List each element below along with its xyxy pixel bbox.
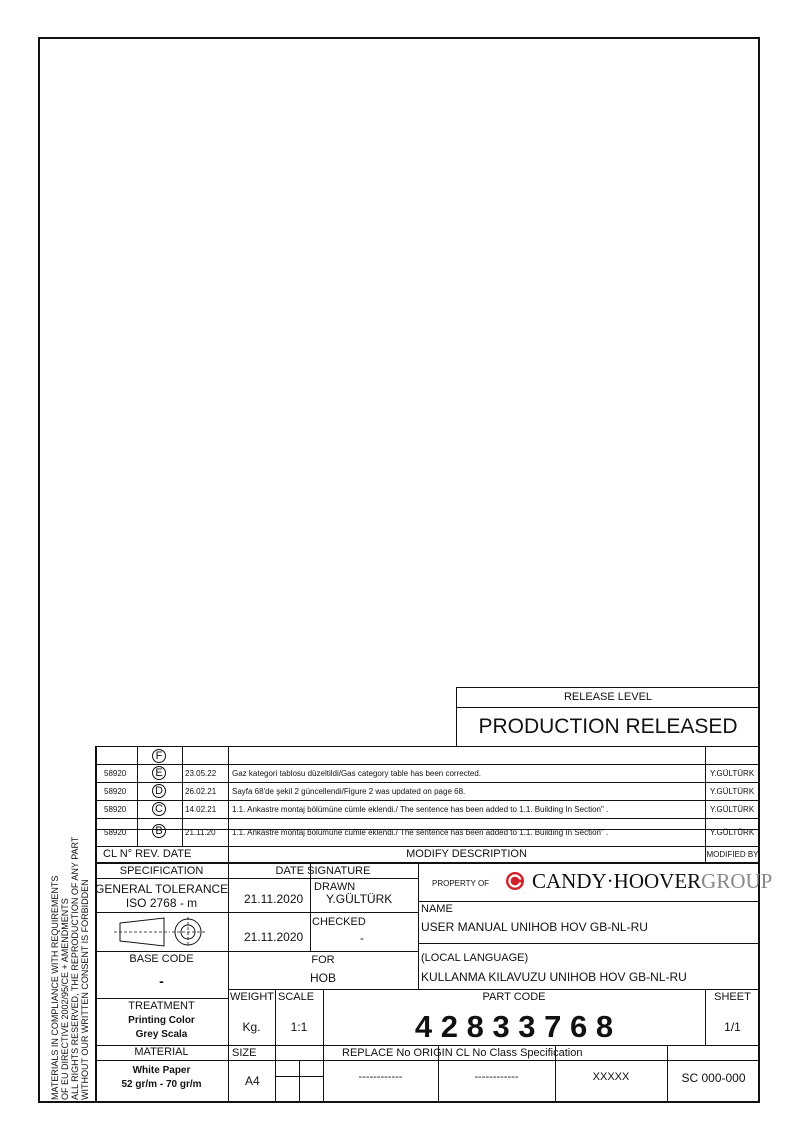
brand-name (532, 871, 772, 892)
rev-date: 21.11.20 (185, 828, 216, 837)
sheet-value: 1/1 (724, 1020, 741, 1034)
projection-symbol-icon (112, 914, 212, 950)
rev-description: Sayfa 68'de şekil 2 güncellendi/Figure 2 was updated on page 68. (232, 787, 466, 796)
rev-description: 1.1. Ankastre montaj bölümüne cümle eklendi./ The sentence has been added to 1.1. Building In Section" . (232, 828, 609, 837)
checked-date: 21.11.2020 (244, 930, 304, 944)
rev-letter-f: F (152, 749, 166, 763)
scale-label: SCALE (278, 991, 315, 1003)
origin-value: ------------ (474, 1071, 519, 1083)
base-code-value: - (159, 973, 164, 989)
specification-label: SPECIFICATION (119, 865, 204, 877)
compliance-line-4: WITHOUT OUR WRITTEN CONSENT IS FORBIDDEN (80, 879, 90, 1100)
rev-modified-by: Y.GÜLTÜRK (710, 828, 755, 837)
part-code-label: PART CODE (482, 991, 546, 1003)
compliance-line-3: ALL RIGHTS RESERVED, THE REPRODUCTION OF ANY PART (70, 836, 80, 1100)
material-value-2: 52 gr/m - 70 gr/m (121, 1079, 202, 1090)
rev-letter-c: C (152, 802, 166, 816)
size-value: A4 (245, 1074, 260, 1088)
compliance-line-1: MATERIALS IN COMPLIANCE WITH REQUIREMENTS (50, 875, 60, 1100)
for-label: FOR (311, 954, 335, 966)
local-language-value: KULLANMA KILAVUZU UNIHOB HOV GB-NL-RU (421, 970, 687, 984)
replace-value: ------------ (358, 1071, 403, 1083)
compliance-line-2: OF EU DIRECTIVE 2002/95/CE + AMENDMENTS (60, 898, 70, 1100)
rev-date: 23.05.22 (185, 769, 217, 778)
base-code-label: BASE CODE (129, 953, 194, 965)
iso-standard: ISO 2768 - m (125, 896, 198, 910)
rev-modified-by: Y.GÜLTÜRK (710, 805, 755, 814)
rev-letter-d: D (152, 784, 166, 798)
checked-label: CHECKED (312, 916, 366, 928)
material-label: MATERIAL (134, 1046, 189, 1058)
rev-modified-by: Y.GÜLTÜRK (710, 787, 755, 796)
treatment-value-2: Grey Scala (135, 1029, 188, 1040)
brand-group-text: GROUP (701, 869, 773, 893)
name-value: USER MANUAL UNIHOB HOV GB-NL-RU (421, 920, 648, 934)
release-box-top (456, 687, 760, 688)
date-signature-header: DATE SIGNATURE (275, 865, 371, 877)
rev-header-cl: CL N° REV. DATE (103, 848, 192, 860)
drawn-date: 21.11.2020 (244, 892, 304, 906)
rev-table-top (95, 746, 760, 747)
scale-value: 1:1 (290, 1020, 308, 1034)
release-level-value: PRODUCTION RELEASED (478, 715, 738, 738)
weight-label: WEIGHT (230, 991, 274, 1003)
release-level-label: RELEASE LEVEL (563, 691, 653, 703)
specification-value: SC 000-000 (681, 1071, 746, 1085)
compliance-note (50, 837, 90, 1100)
name-label: NAME (421, 903, 453, 915)
size-label: SIZE (232, 1047, 257, 1059)
rev-description: Gaz kategori tablosu düzeltildi/Gas category table has been corrected. (232, 769, 482, 778)
rev-date: 14.02.21 (185, 805, 217, 814)
local-language-label: (LOCAL LANGUAGE) (421, 952, 529, 964)
rev-cl: 58920 (104, 828, 127, 837)
class-value: XXXXX (592, 1071, 630, 1083)
property-of-label: PROPERTY OF (432, 879, 490, 888)
rev-letter-e: E (152, 766, 166, 780)
brand-main-text: CANDY·HOOVER (532, 869, 702, 893)
drawn-by: Y.GÜLTÜRK (326, 892, 393, 906)
rev-cl: 58920 (104, 805, 127, 814)
treatment-value-1: Printing Color (128, 1015, 195, 1026)
sheet-label: SHEET (714, 991, 751, 1003)
material-value-1: White Paper (132, 1065, 191, 1076)
rev-header-modify: MODIFY DESCRIPTION (406, 848, 527, 860)
weight-value: Kg. (242, 1020, 261, 1034)
rev-letter-b: B (152, 824, 166, 838)
replace-origin-label: REPLACE No ORIGIN CL No Class Specification (342, 1047, 583, 1059)
drawn-label: DRAWN (314, 881, 356, 893)
release-box-divider (456, 707, 760, 708)
rev-header-modified-by: MODIFIED BY (706, 850, 759, 859)
treatment-label: TREATMENT (128, 1000, 195, 1012)
general-tolerance-label: GENERAL TOLERANCE (95, 882, 229, 896)
for-value: HOB (309, 971, 336, 985)
rev-cl: 58920 (104, 769, 127, 778)
rev-cl: 58920 (104, 787, 127, 796)
candy-hoover-logo-icon (505, 871, 525, 891)
checked-by: - (360, 931, 364, 945)
rev-date: 26.02.21 (185, 787, 217, 796)
part-code-value: 4 2 8 3 3 7 6 8 (414, 1009, 614, 1044)
rev-modified-by: Y.GÜLTÜRK (710, 769, 755, 778)
rev-description: 1.1. Ankastre montaj bölümüne cümle eklendi./ The sentence has been added to 1.1. Building In Section" . (232, 805, 609, 814)
